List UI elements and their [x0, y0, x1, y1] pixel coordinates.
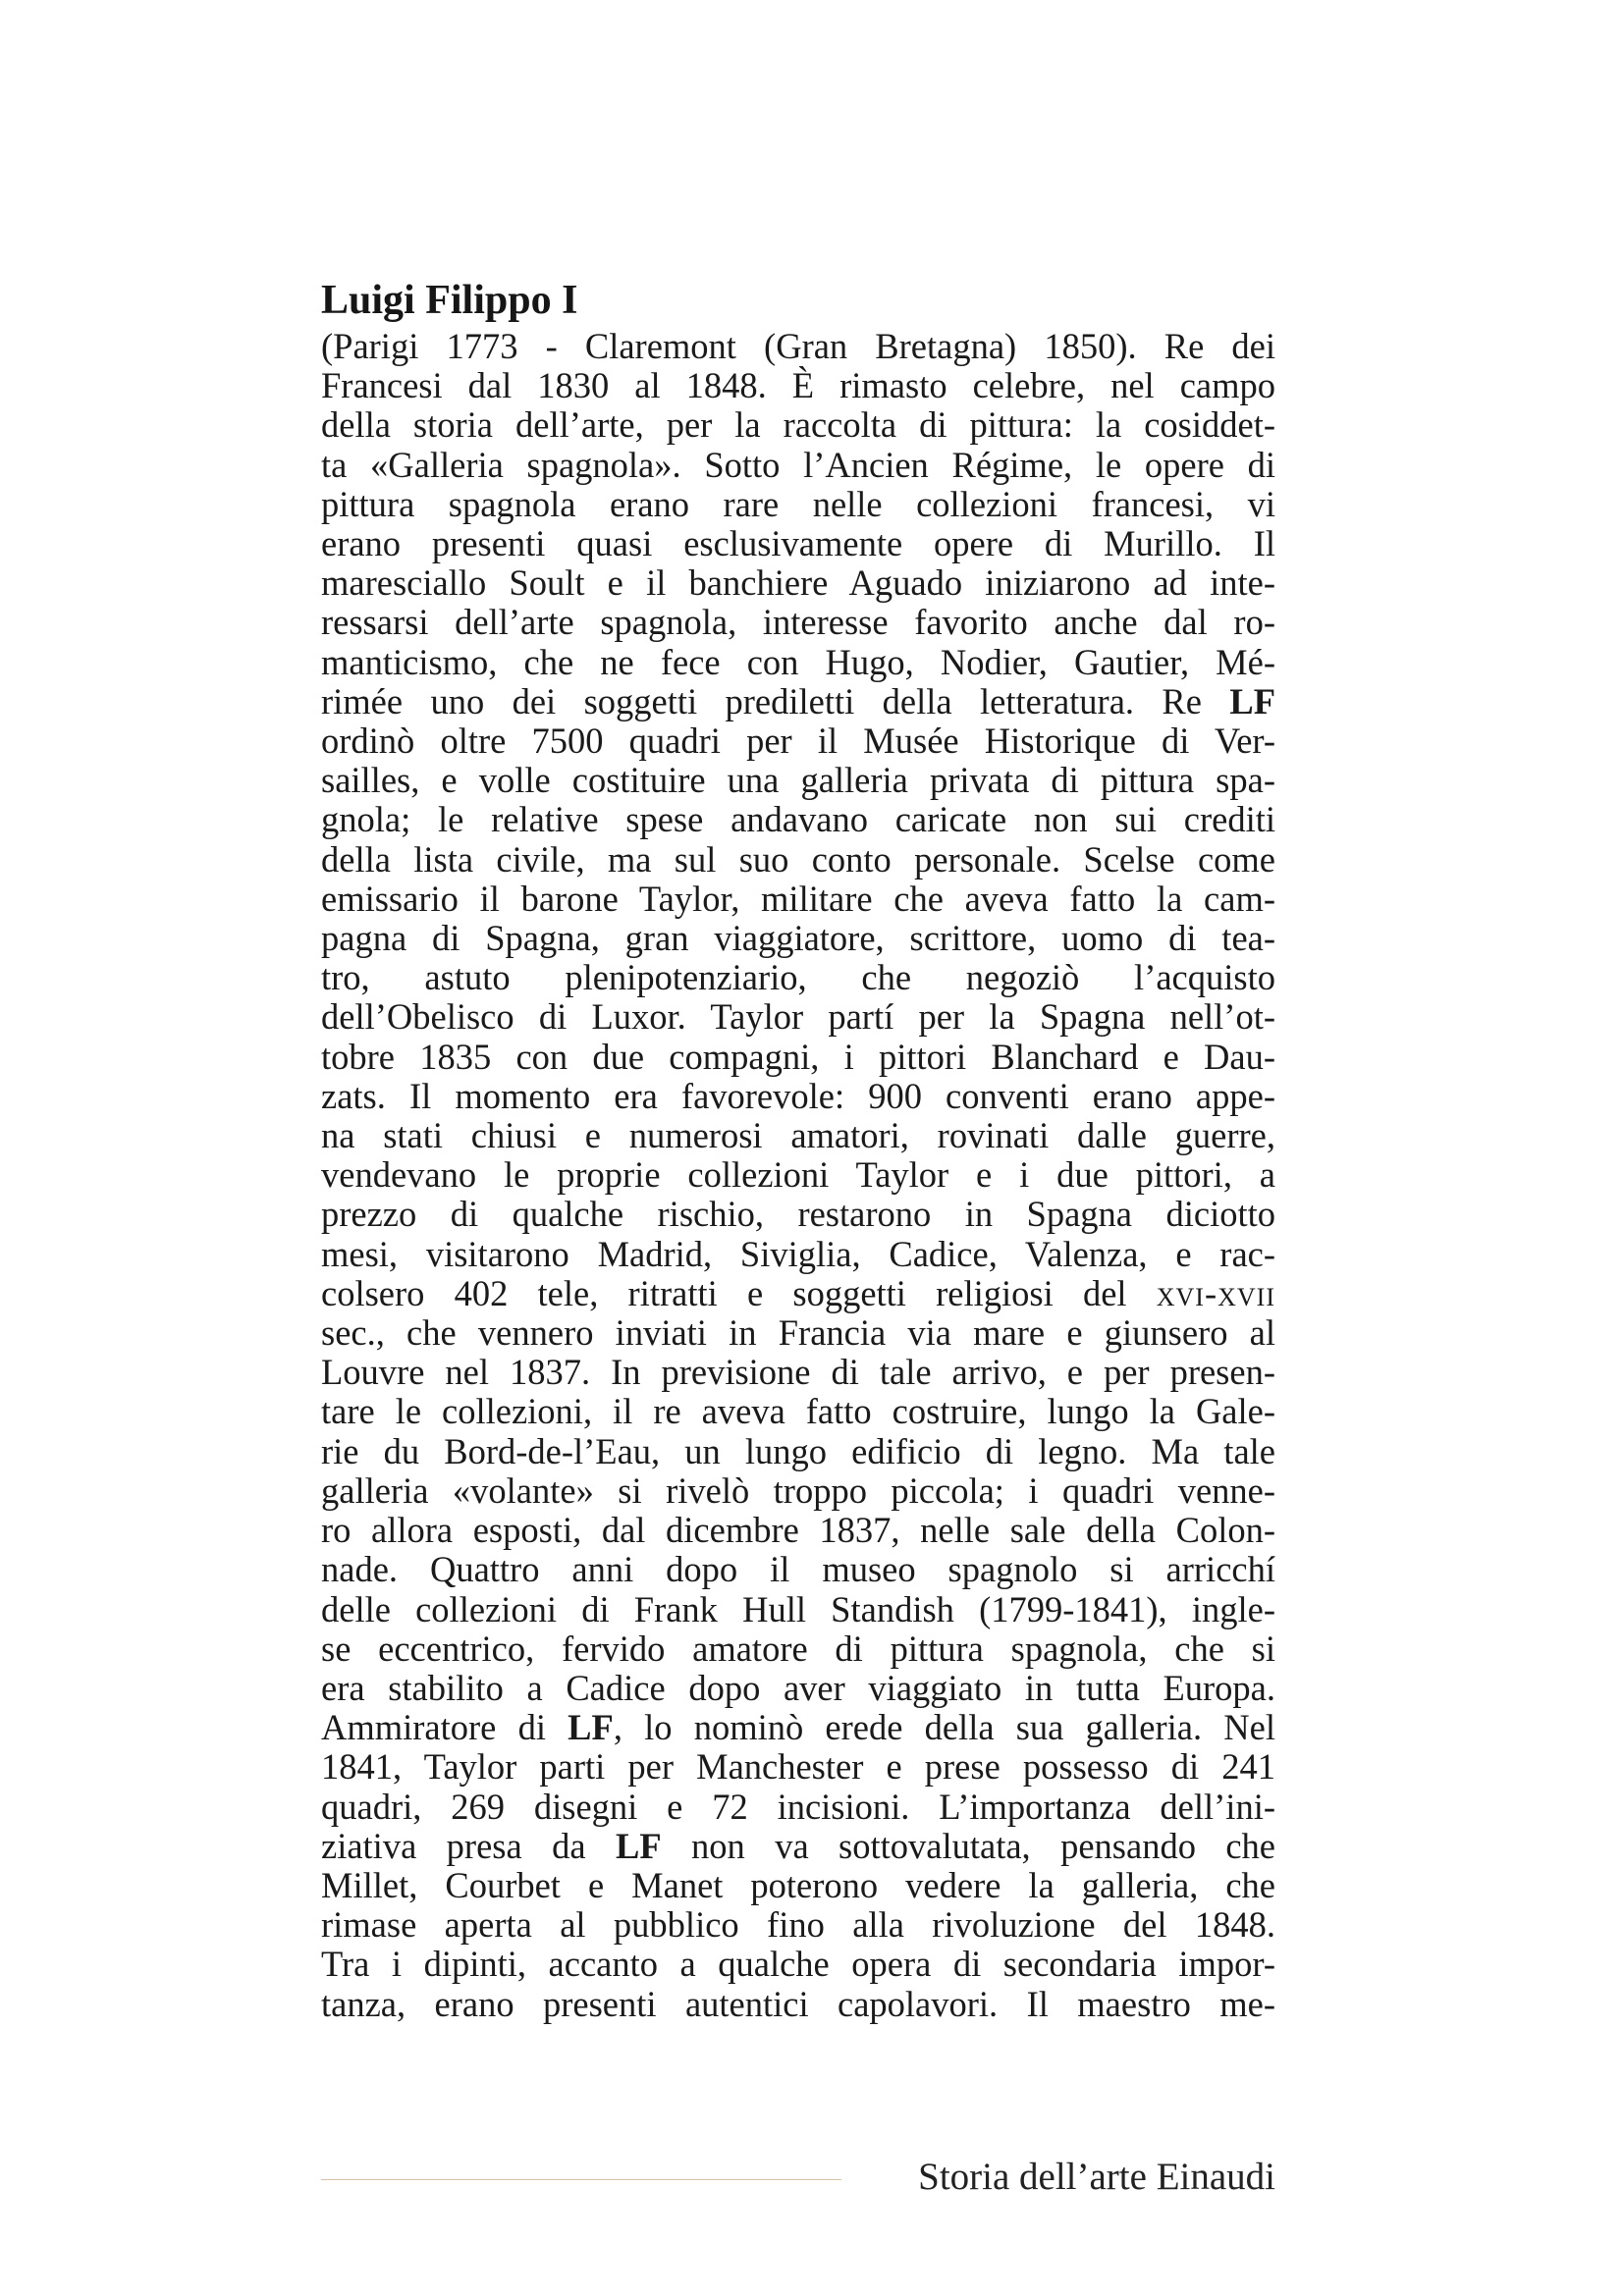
text-line: pittura spagnola erano rare nelle collezioni francesi, vi [321, 483, 1275, 524]
text-line: 1841, Taylor parti per Manchester e prese possesso di 241 [321, 1746, 1275, 1788]
text-line: galleria «volante» si rivelò troppo piccola; i quadri venne- [321, 1469, 1275, 1511]
abbreviation-lf: LF [615, 1825, 662, 1866]
text-line: ta «Galleria spagnola». Sotto l’Ancien Régime, le opere di [321, 444, 1275, 485]
text-line: era stabilito a Cadice dopo aver viaggiato in tutta Europa. [321, 1667, 1275, 1708]
text-line: rie du Bord-de-l’Eau, un lungo edificio di legno. Ma tale [321, 1430, 1275, 1471]
text-line: rimase aperta al pubblico fino alla rivoluzione del 1848. [321, 1904, 1275, 1946]
text-line: sailles, e volle costituire una galleria privata di pittura spa- [321, 760, 1275, 801]
text-line: Francesi dal 1830 al 1848. È rimasto celebre, nel campo [321, 365, 1275, 406]
text-line: vendevano le proprie collezioni Taylor e i due pittori, a [321, 1154, 1275, 1196]
text-line: (Parigi 1773 - Claremont (Gran Bretagna) 1850). Re dei [321, 326, 1275, 366]
text-line: ziativa presa da LF non va sottovalutata, pensando che [321, 1825, 1276, 1866]
page-footer [321, 2154, 1275, 2201]
text-line: pagna di Spagna, gran viaggiatore, scrittore, uomo di tea- [321, 918, 1275, 959]
text-line: na stati chiusi e numerosi amatori, rovinati dalle guerre, [321, 1115, 1275, 1156]
text-line: maresciallo Soult e il banchiere Aguado iniziarono ad inte- [321, 562, 1275, 604]
text-line: gnola; le relative spese andavano caricate non sui crediti [321, 799, 1275, 840]
text-line: mesi, visitarono Madrid, Siviglia, Cadice, Valenza, e rac- [321, 1233, 1275, 1274]
text-line: nade. Quattro anni dopo il museo spagnolo si arricchí [321, 1549, 1275, 1590]
text-line: manticismo, che ne fece con Hugo, Nodier, Gautier, Mé- [321, 641, 1275, 682]
text-line: della storia dell’arte, per la raccolta di pittura: la cosiddet- [321, 404, 1275, 446]
text-line: della lista civile, ma sul suo conto personale. Scelse come [321, 838, 1275, 880]
text-line: sec., che vennero inviati in Francia via mare e giunsero al [321, 1312, 1275, 1354]
footer-publication-title: Storia dell’arte Einaudi [918, 2156, 1275, 2198]
text-line: rimée uno dei soggetti prediletti della letteratura. Re LF [321, 680, 1275, 721]
entry-page [321, 278, 1275, 2024]
text-line: emissario il barone Taylor, militare che aveva fatto la cam- [321, 878, 1275, 919]
entry-body [321, 327, 1275, 2024]
text-line: Louvre nel 1837. In previsione di tale arrivo, e per presen- [321, 1352, 1275, 1393]
text-line: ro allora esposti, dal dicembre 1837, nelle sale della Colon- [321, 1510, 1275, 1551]
text-line: tanza, erano presenti autentici capolavori. Il maestro me- [321, 1983, 1275, 2024]
text-line: ressarsi dell’arte spagnola, interesse favorito anche dal ro- [321, 602, 1275, 643]
text-line: quadri, 269 disegni e 72 incisioni. L’importanza dell’ini- [321, 1786, 1275, 1827]
abbreviation-lf: LF [1229, 680, 1275, 721]
text-line: se eccentrico, fervido amatore di pittura spagnola, che si [321, 1628, 1275, 1669]
text-line: delle collezioni di Frank Hull Standish (1799-1841), ingle- [321, 1588, 1275, 1629]
abbreviation-lf: LF [568, 1707, 614, 1748]
text-line: prezzo di qualche rischio, restarono in Spagna diciotto [321, 1194, 1275, 1235]
text-line: dell’Obelisco di Luxor. Taylor partí per la Spagna nell’ot- [321, 996, 1275, 1038]
text-line: erano presenti quasi esclusivamente opere di Murillo. Il [321, 523, 1275, 564]
text-line: tobre 1835 con due compagni, i pittori Blanchard e Dau- [321, 1036, 1275, 1077]
century-numerals: xvi-xvii [1156, 1272, 1275, 1313]
text-line: tare le collezioni, il re aveva fatto costruire, lungo la Gale- [321, 1391, 1275, 1432]
text-line: Ammiratore di LF, lo nominò erede della sua galleria. Nel [321, 1707, 1275, 1748]
text-line: ordinò oltre 7500 quadri per il Musée Historique di Ver- [321, 721, 1275, 762]
text-line: Millet, Courbet e Manet poterono vedere la galleria, che [321, 1864, 1275, 1905]
entry-title: Luigi Filippo I [321, 278, 578, 323]
text-line: zats. Il momento era favorevole: 900 conventi erano appe- [321, 1075, 1275, 1116]
text-line: Tra i dipinti, accanto a qualche opera di secondaria impor- [321, 1944, 1275, 1985]
footer-divider [321, 2179, 841, 2180]
text-line: colsero 402 tele, ritratti e soggetti religiosi del xvi-xvii [321, 1272, 1275, 1313]
text-line: tro, astuto plenipotenziario, che negoziò l’acquisto [321, 957, 1275, 998]
